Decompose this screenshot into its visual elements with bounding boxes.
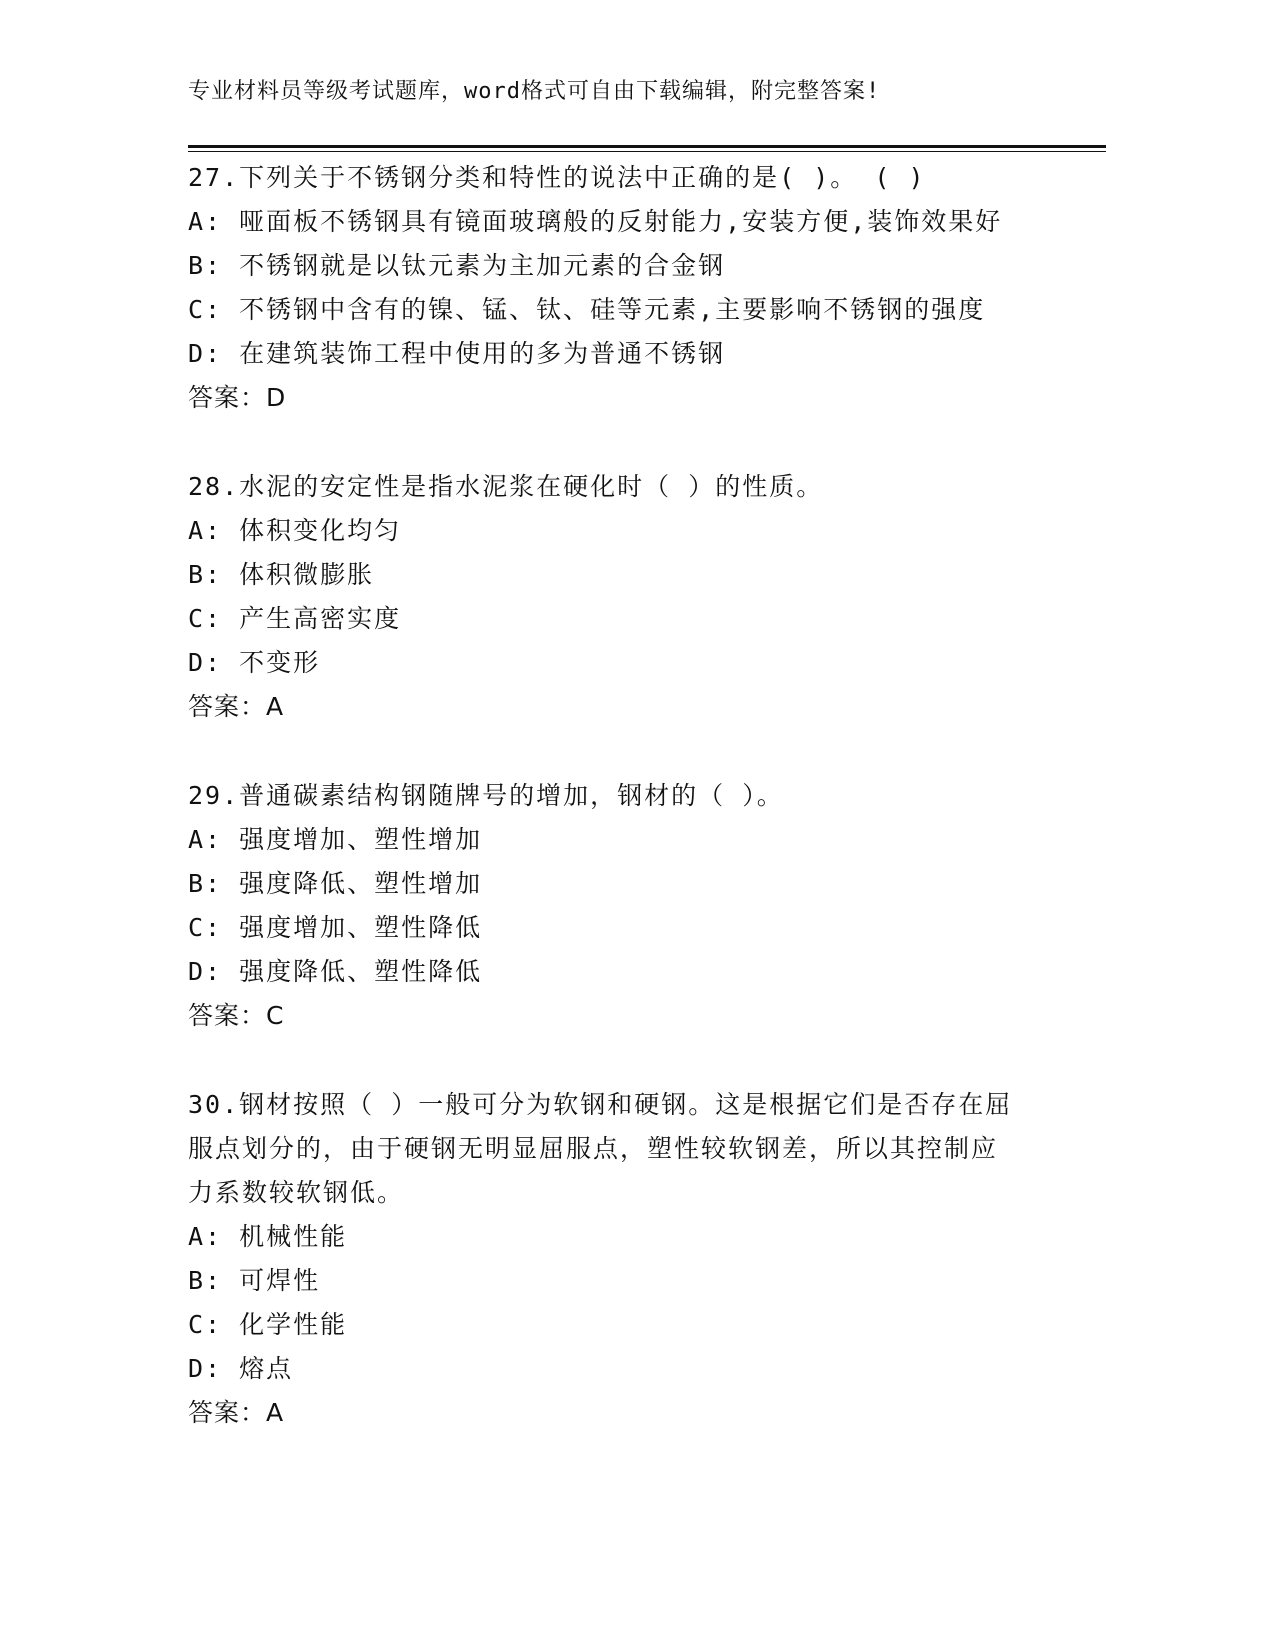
option-a: A: 哑面板不锈钢具有镜面玻璃般的反射能力,安装方便,装饰效果好 bbox=[188, 207, 1003, 236]
answer-label: 答案：C bbox=[188, 1001, 285, 1030]
header-rule-thin bbox=[188, 151, 1106, 152]
answer-label: 答案：A bbox=[188, 1398, 285, 1427]
option-b: B: 强度降低、塑性增加 bbox=[188, 869, 483, 898]
header-rule-thick bbox=[188, 145, 1106, 148]
option-a: A: 体积变化均匀 bbox=[188, 516, 402, 545]
question-stem: 27.下列关于不锈钢分类和特性的说法中正确的是( )。 ( ) bbox=[188, 163, 926, 192]
option-b: B: 不锈钢就是以钛元素为主加元素的合金钢 bbox=[188, 251, 726, 280]
question-27 bbox=[188, 156, 1088, 420]
option-b: B: 体积微膨胀 bbox=[188, 560, 375, 589]
question-28 bbox=[188, 465, 1088, 729]
option-d: D: 不变形 bbox=[188, 648, 321, 677]
question-29 bbox=[188, 774, 1088, 1038]
answer-label: 答案：D bbox=[188, 383, 287, 412]
answer-label: 答案：A bbox=[188, 692, 285, 721]
question-stem-line-3: 力系数较软钢低。 bbox=[188, 1178, 405, 1207]
option-c: C: 化学性能 bbox=[188, 1310, 348, 1339]
option-a: A: 机械性能 bbox=[188, 1222, 348, 1251]
option-d: D: 熔点 bbox=[188, 1354, 294, 1383]
option-d: D: 强度降低、塑性降低 bbox=[188, 957, 483, 986]
question-stem: 28.水泥的安定性是指水泥浆在硬化时（ ）的性质。 bbox=[188, 472, 824, 501]
header-text: 专业材料员等级考试题库，word格式可自由下载编辑，附完整答案! bbox=[188, 79, 881, 104]
option-d: D: 在建筑装饰工程中使用的多为普通不锈钢 bbox=[188, 339, 726, 368]
question-list bbox=[188, 156, 1088, 1435]
option-b: B: 可焊性 bbox=[188, 1266, 321, 1295]
option-c: C: 产生高密实度 bbox=[188, 604, 402, 633]
option-c: C: 不锈钢中含有的镍、锰、钛、硅等元素,主要影响不锈钢的强度 bbox=[188, 295, 986, 324]
option-c: C: 强度增加、塑性降低 bbox=[188, 913, 483, 942]
question-stem-line-1: 30.钢材按照（ ）一般可分为软钢和硬钢。这是根据它们是否存在屈 bbox=[188, 1090, 1013, 1119]
question-stem-line-2: 服点划分的，由于硬钢无明显屈服点，塑性较软钢差，所以其控制应 bbox=[188, 1134, 999, 1163]
question-30 bbox=[188, 1083, 1088, 1435]
question-stem: 29.普通碳素结构钢随牌号的增加，钢材的（ ）。 bbox=[188, 781, 784, 810]
option-a: A: 强度增加、塑性增加 bbox=[188, 825, 483, 854]
